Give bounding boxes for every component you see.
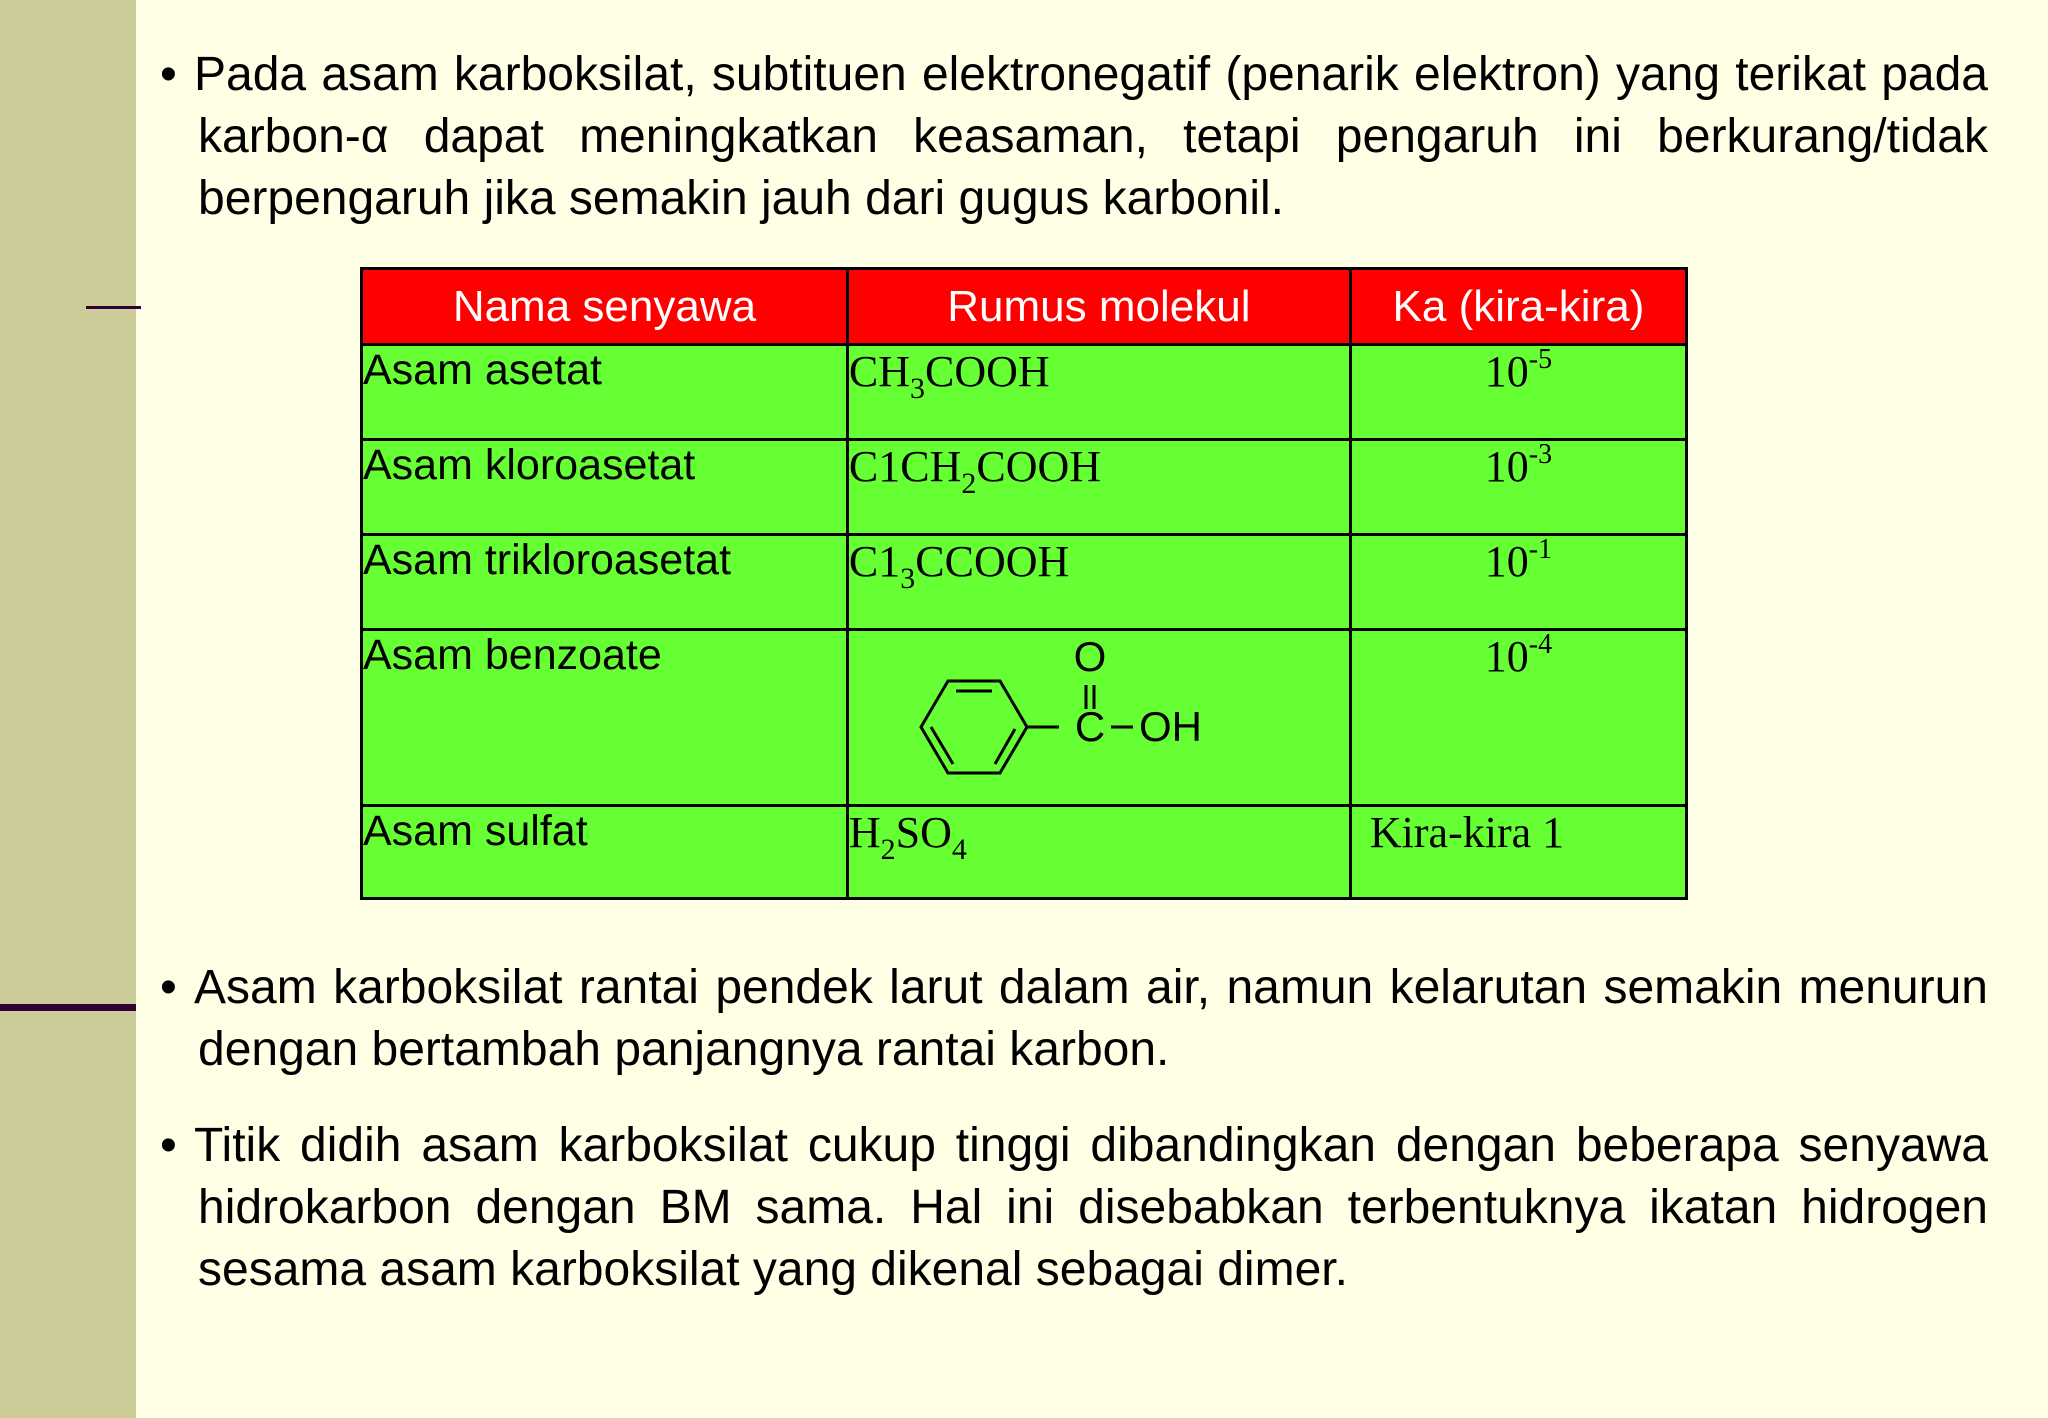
- header-formula: Rumus molekul: [847, 269, 1350, 345]
- benzoic-acid-structure: [849, 631, 1349, 801]
- header-name: Nama senyawa: [362, 269, 848, 345]
- decor-line-top: [86, 306, 141, 309]
- cell-ka: $10^{-5}$: [1350, 345, 1686, 440]
- table-header-row: [362, 269, 1687, 345]
- cell-name: Asam sulfat: [362, 806, 848, 899]
- cell-formula: $C1_3CCOOH$: [847, 535, 1350, 630]
- cell-name: Asam benzoate: [362, 630, 848, 806]
- bullet-text-3: • Titik didih asam karboksilat cukup tinggi dibandingkan dengan beberapa senyawa hidrokarbon dengan BM sama. Hal ini disebabkan terbentuknya ikatan hidrogen sesama asam karboksilat yang dikenal sebagai dimer.: [160, 1115, 1988, 1301]
- decor-line-bottom: [0, 1004, 136, 1011]
- svg-text:O: O: [1073, 633, 1107, 680]
- header-ka: Ka (kira-kira): [1350, 269, 1686, 345]
- bullet-text-1: • Pada asam karboksilat, subtituen elektronegatif (penarik elektron) yang terikat pada karbon-α dapat meningkatkan keasaman, tetapi pengaruh ini berkurang/tidak berpengaruh jika semakin jauh dari gugus karbonil.: [160, 44, 1988, 230]
- cell-formula: $H_2SO_4$: [847, 806, 1350, 899]
- cell-ka: Kira-kira 1: [1350, 806, 1686, 899]
- cell-formula: $CH_3COOH$: [847, 345, 1350, 440]
- acid-table: [360, 267, 1688, 900]
- bullet-dot: •: [160, 48, 177, 101]
- bullet-dot: •: [160, 961, 177, 1014]
- table-row: [362, 440, 1687, 535]
- cell-formula: $C1CH_2COOH$: [847, 440, 1350, 535]
- svg-text:OH: OH: [1138, 703, 1202, 750]
- table-row: [362, 535, 1687, 630]
- cell-name: Asam kloroasetat: [362, 440, 848, 535]
- bullet-dot: •: [160, 1119, 177, 1172]
- cell-ka: $10^{-4}$: [1350, 630, 1686, 806]
- table-row: [362, 806, 1687, 899]
- svg-text:C: C: [1074, 703, 1106, 750]
- bullet-text-2: • Asam karboksilat rantai pendek larut dalam air, namun kelarutan semakin menurun dengan bertambah panjangnya rantai karbon.: [160, 957, 1988, 1081]
- cell-ka: $10^{-3}$: [1350, 440, 1686, 535]
- left-decor-bar: [0, 0, 136, 1418]
- cell-structure: [847, 630, 1350, 806]
- table-row: [362, 345, 1687, 440]
- cell-name: Asam asetat: [362, 345, 848, 440]
- table-row: [362, 630, 1687, 806]
- cell-name: Asam trikloroasetat: [362, 535, 848, 630]
- cell-ka: $10^{-1}$: [1350, 535, 1686, 630]
